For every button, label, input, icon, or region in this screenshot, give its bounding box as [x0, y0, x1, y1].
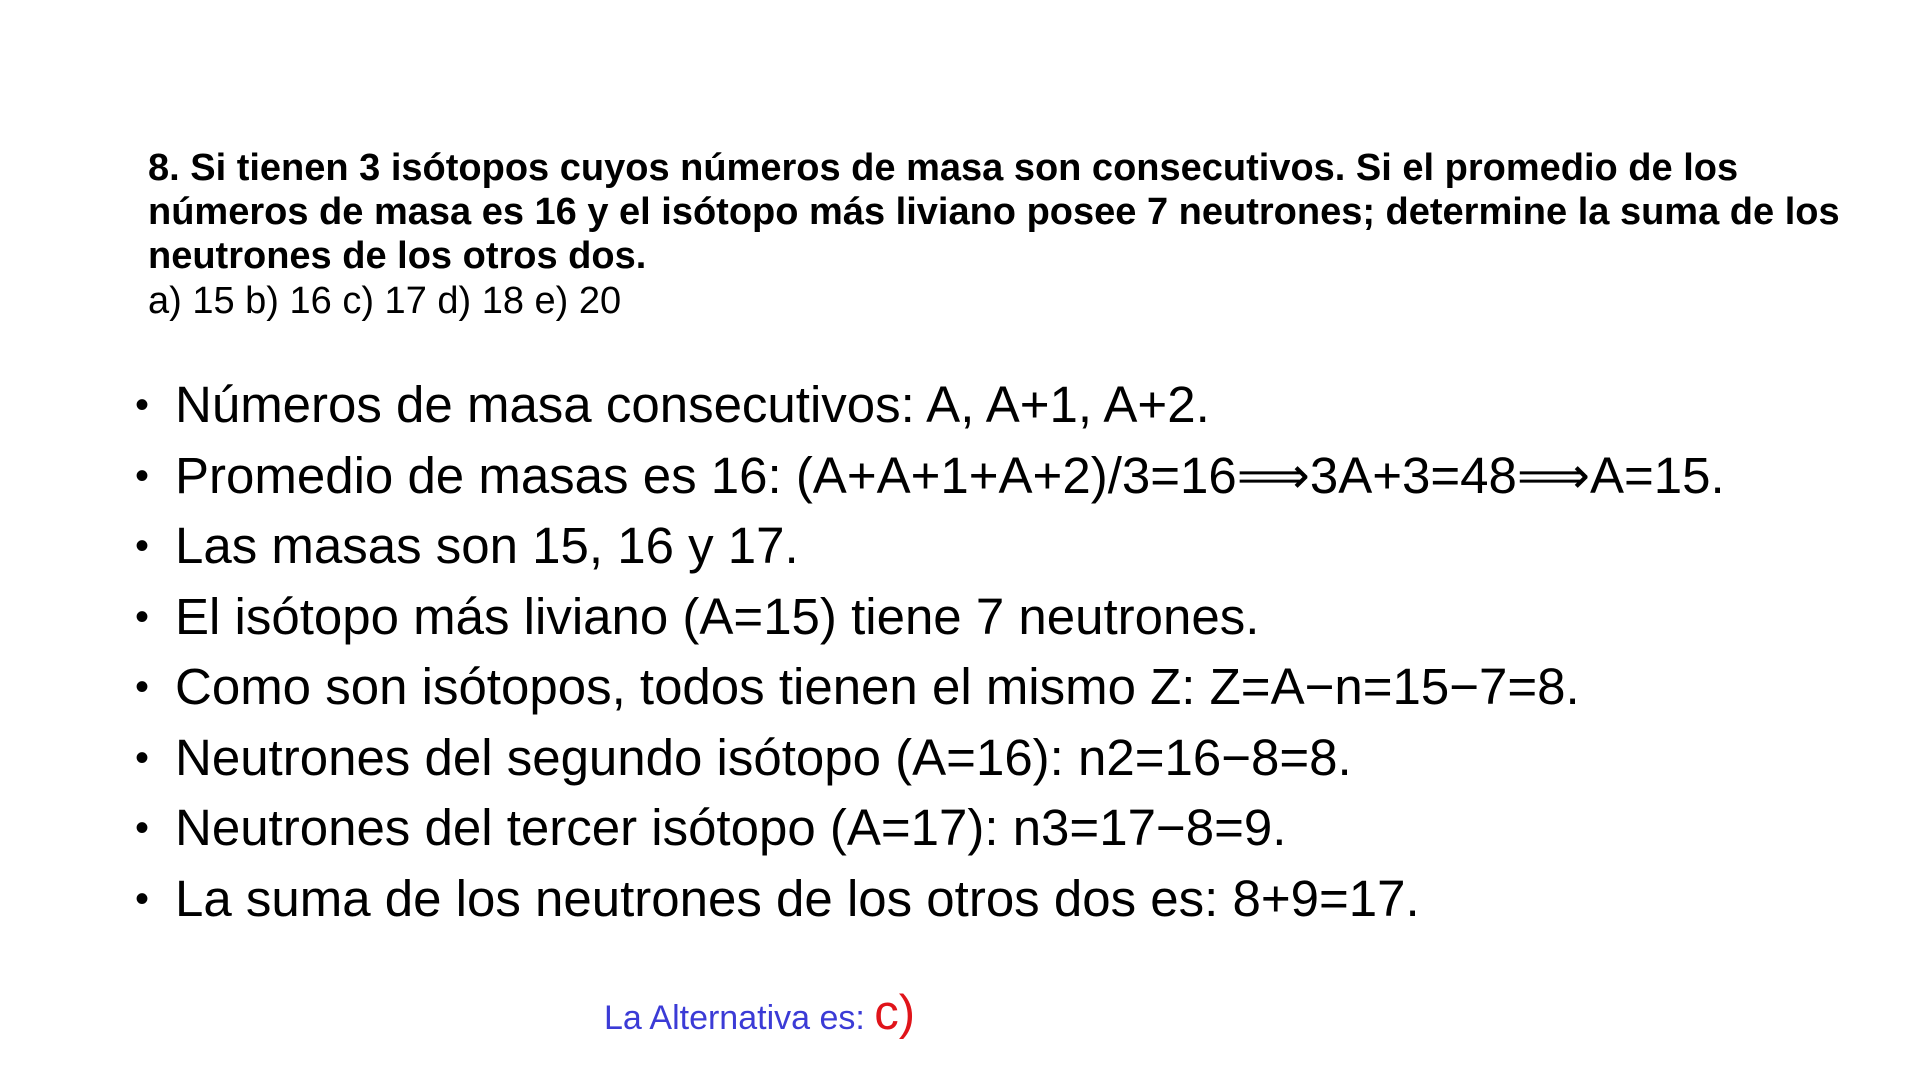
question-block — [148, 146, 1868, 324]
solution-step — [135, 793, 1895, 864]
solution-step-text: Números de masa consecutivos: A, A+1, A+2. — [175, 376, 1210, 433]
solution-step-text: Neutrones del segundo isótopo (A=16): n2=16−8=8. — [175, 728, 1352, 786]
solution-step — [135, 723, 1895, 794]
bullet-icon: • — [135, 524, 150, 568]
final-answer — [604, 985, 915, 1041]
question-text: 8. Si tienen 3 isótopos cuyos números de masa son consecutivos. Si el promedio de los números de masa es 16 y el isótopo más liviano posee 7 neutrones; determine la suma de los neutrones de los otros dos. — [148, 147, 1840, 277]
solution-step — [135, 582, 1895, 653]
answer-value: c) — [874, 986, 916, 1040]
solution-step — [135, 511, 1895, 582]
solution-step-text: Como son isótopos, todos tienen el mismo Z: Z=A−n=15−7=8. — [175, 658, 1580, 715]
answer-label: La Alternativa es: — [604, 999, 875, 1037]
solution-step — [135, 864, 1895, 935]
solution-step — [135, 441, 1895, 512]
bullet-icon: • — [135, 665, 150, 709]
bullet-icon: • — [135, 453, 150, 498]
bullet-icon: • — [135, 383, 150, 427]
solution-step-text: El isótopo más liviano (A=15) tiene 7 neutrones. — [175, 587, 1260, 645]
solution-steps — [135, 370, 1895, 934]
bullet-icon: • — [135, 594, 150, 639]
solution-step — [135, 652, 1895, 723]
solution-step-text: La suma de los neutrones de los otros dos es: 8+9=17. — [175, 869, 1420, 927]
solution-step-text: Promedio de masas es 16: (A+A+1+A+2)/3=16⟹3A+3=48⟹A=15. — [175, 446, 1725, 504]
bullet-icon: • — [135, 876, 150, 921]
solution-step-text: Neutrones del tercer isótopo (A=17): n3=17−8=9. — [175, 799, 1287, 856]
bullet-icon: • — [135, 735, 150, 780]
solution-step — [135, 370, 1895, 441]
answer-options: a) 15 b) 16 c) 17 d) 18 e) 20 — [148, 280, 622, 322]
bullet-icon: • — [135, 806, 150, 850]
solution-step-text: Las masas son 15, 16 y 17. — [175, 517, 799, 574]
